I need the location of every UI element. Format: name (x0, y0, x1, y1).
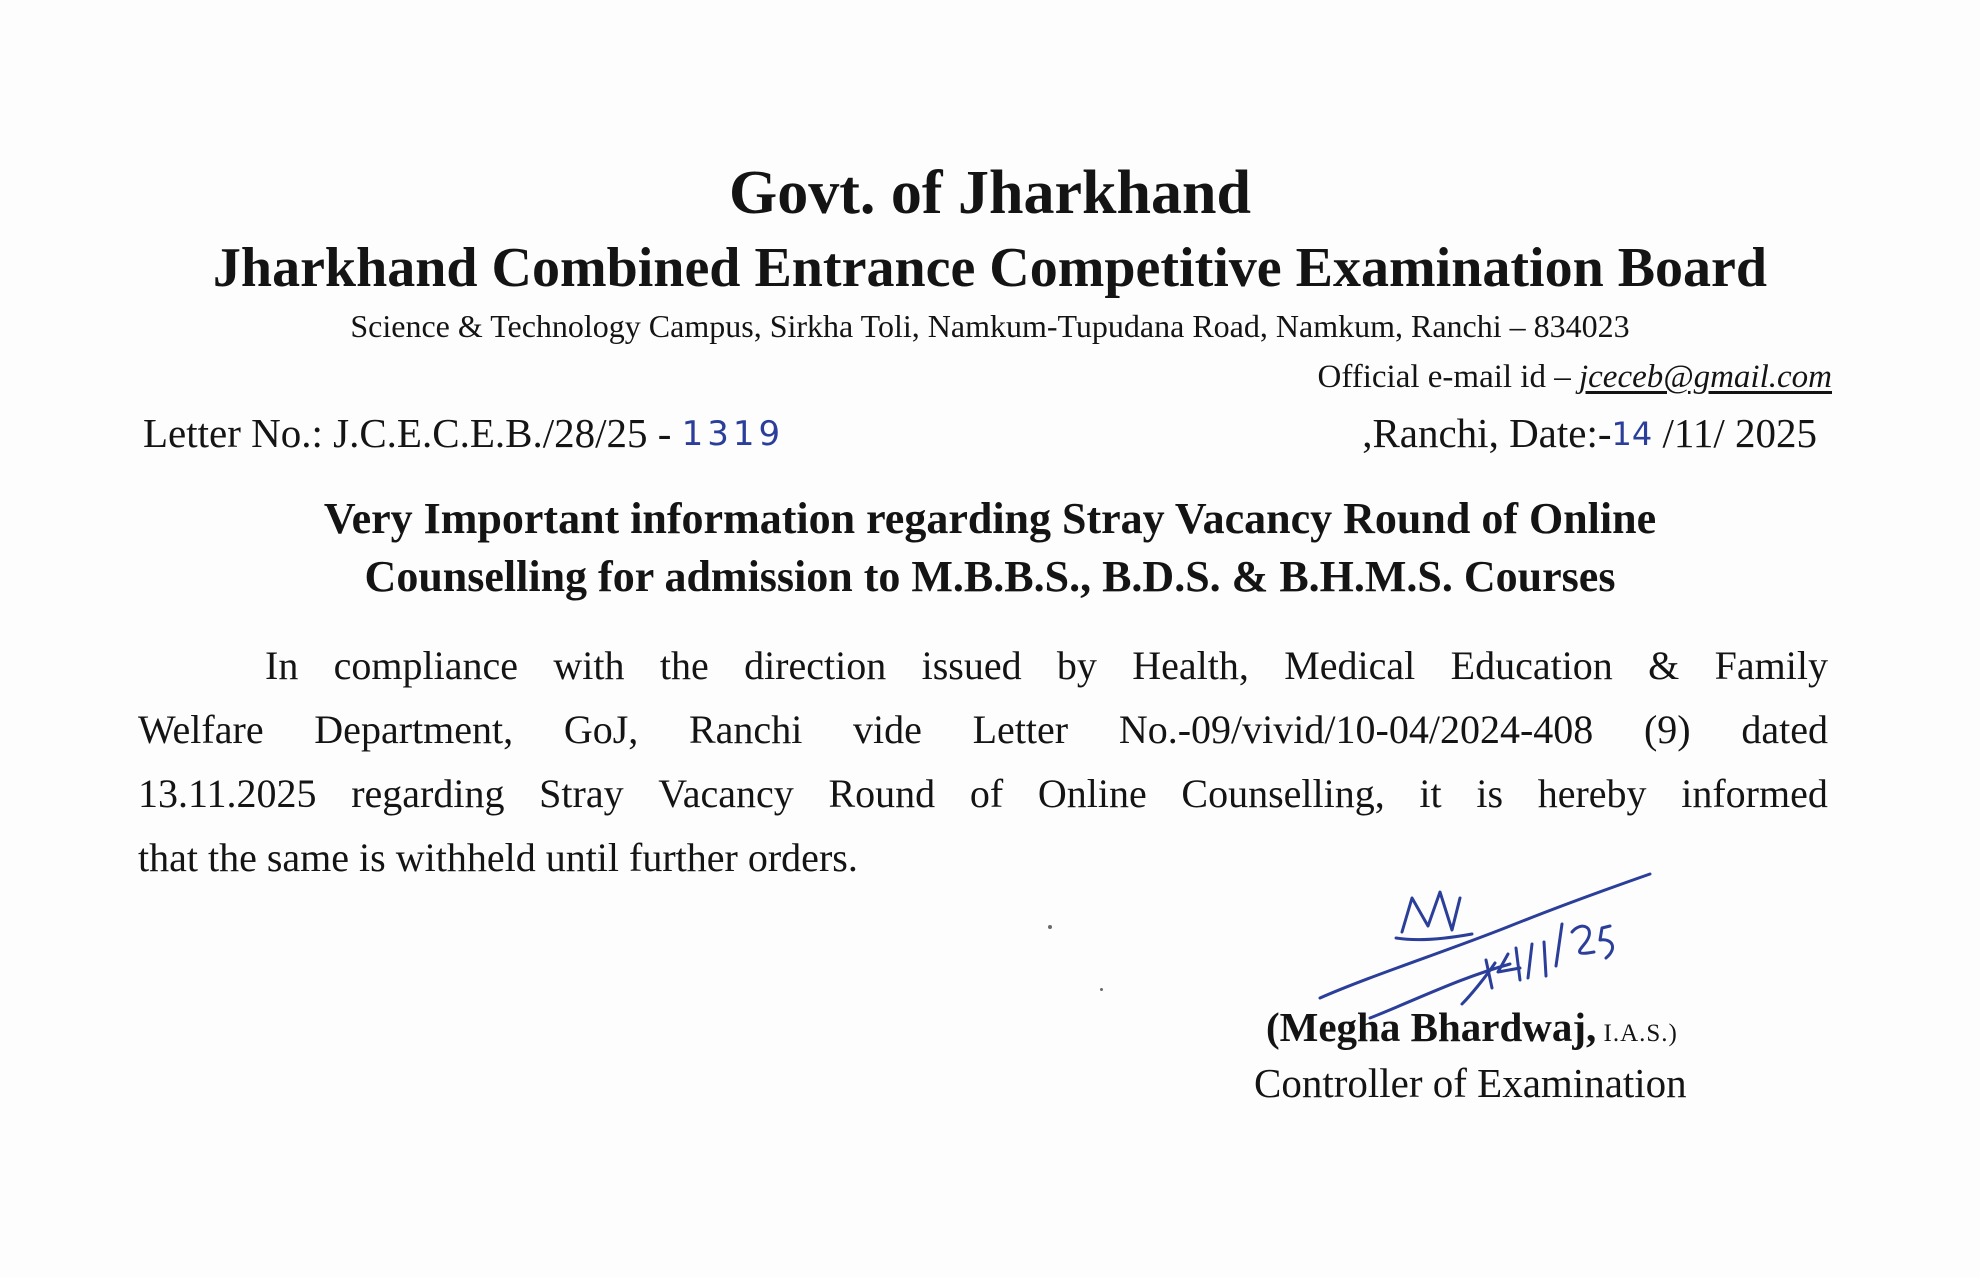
body-word: In (265, 643, 299, 688)
body-word: compliance (333, 643, 519, 688)
body-word: issued (921, 643, 1022, 688)
body-word: Stray (539, 771, 624, 816)
board-address: Science & Technology Campus, Sirkha Toli, Namkum-Tupudana Road, Namkum, Ranchi – 834023 (350, 308, 1630, 344)
body-word: No.-09/vivid/10-04/2024-408 (1118, 707, 1594, 752)
body-word: Vacancy (658, 771, 794, 816)
date-day-handwritten: 14 (1611, 415, 1653, 453)
body-word: it (1419, 771, 1442, 816)
body-word: GoJ, (563, 707, 639, 752)
letter-number (143, 408, 784, 461)
signatory-designation: Controller of Examination (1254, 1060, 1687, 1106)
body-word: the (659, 643, 709, 688)
date-month-year: /11/ 2025 (1652, 410, 1817, 456)
subject-heading (0, 490, 1980, 606)
body-line-1 (138, 634, 1828, 698)
body-word: Online (1037, 771, 1147, 816)
email-address: jceceb@gmail.com (1578, 359, 1832, 395)
body-word: is (1476, 771, 1504, 816)
body-word: 13.11.2025 (138, 771, 317, 816)
body-word: with (553, 643, 625, 688)
scan-speck (1100, 988, 1103, 991)
body-word: Education (1450, 643, 1613, 688)
body-word: Letter (972, 707, 1069, 752)
letter-number-label: Letter No.: J.C.E.C.E.B./28/25 - (143, 410, 682, 456)
body-word: of (969, 771, 1004, 816)
signatory-suffix: I.A.S.) (1596, 1020, 1678, 1047)
signatory-name-text: (Megha Bhardwaj, (1266, 1004, 1597, 1050)
body-word: Family (1714, 643, 1828, 688)
body-word: Ranchi (689, 707, 803, 752)
subject-line-1: Very Important information regarding Stray Vacancy Round of Online (323, 494, 1657, 543)
body-word: informed (1681, 771, 1828, 816)
body-word: hereby (1537, 771, 1647, 816)
subject-line-2: Counselling for admission to M.B.B.S., B.D.S. & B.H.M.S. Courses (364, 552, 1616, 601)
body-word: Health, (1132, 643, 1249, 688)
body-word: regarding (351, 771, 505, 816)
body-word: by (1056, 643, 1097, 688)
email-label: Official e-mail id – (1317, 359, 1571, 395)
government-heading: Govt. of Jharkhand (729, 159, 1251, 227)
body-word: Department, (314, 707, 514, 752)
signatory-name (1266, 1002, 1678, 1059)
letter-date (1362, 408, 1817, 461)
body-word: Medical (1284, 643, 1416, 688)
body-word: Counselling, (1181, 771, 1385, 816)
body-word: (9) (1643, 707, 1691, 752)
body-word: Round (828, 771, 936, 816)
date-label: ,Ranchi, Date:- (1362, 410, 1612, 456)
body-word: & (1648, 643, 1680, 688)
body-word: direction (744, 643, 887, 688)
letter-number-handwritten: 1319 (681, 414, 785, 454)
body-paragraph (138, 634, 1828, 890)
body-word: Welfare (138, 707, 264, 752)
body-word: dated (1741, 707, 1828, 752)
body-line-2 (138, 698, 1828, 762)
body-line-4: that the same is withheld until further orders. (138, 835, 858, 880)
email-line (1318, 356, 1833, 398)
board-heading: Jharkhand Combined Entrance Competitive Examination Board (212, 237, 1768, 299)
scan-speck (1048, 925, 1052, 929)
body-word: vide (853, 707, 922, 752)
body-line-3 (138, 762, 1828, 826)
